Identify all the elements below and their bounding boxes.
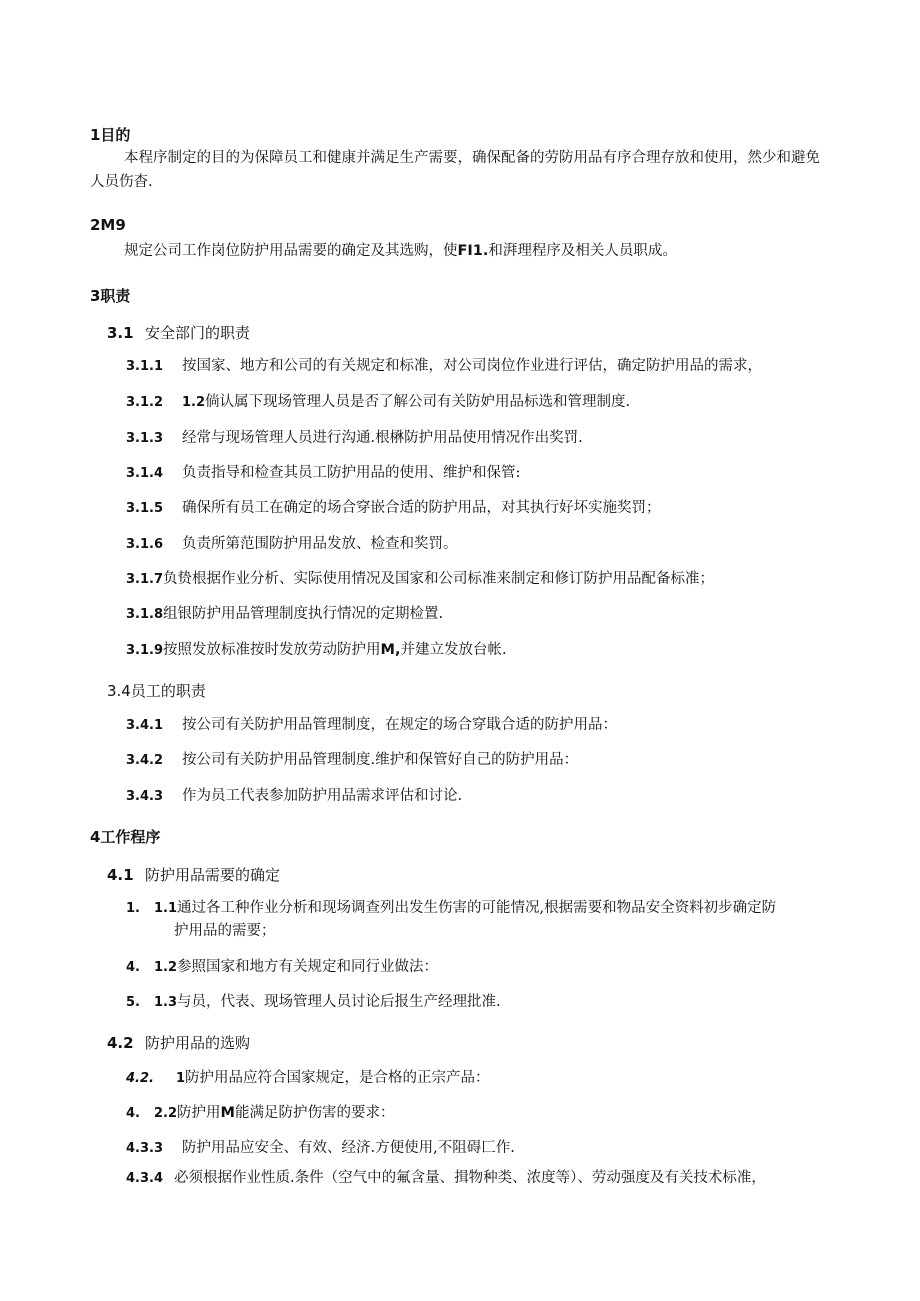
list-item — [126, 713, 826, 734]
item-text: 组银防护用品管理制度执行情况的定期检置. — [163, 606, 444, 622]
list-item — [126, 496, 826, 517]
subsection-number: 3.1 — [107, 324, 134, 342]
item-text: 经常与现场管理人员进行沟通.根楙防护用品使用情况作出奖罚. — [182, 430, 583, 446]
subsection-label: 安全部门的职责 — [145, 324, 251, 342]
section-2-text-post: 和湃理程序及相关人员职成。 — [488, 243, 677, 259]
item-number: 4. — [126, 1106, 140, 1121]
list-item-continuation: 护用品的需要； — [174, 923, 276, 939]
item-text-post: 并建立发放台帐. — [400, 642, 507, 658]
subsection-number: 4.1 — [107, 866, 134, 884]
list-item — [126, 532, 826, 553]
item-subnumber: 1.2 — [154, 960, 178, 975]
list-item — [126, 354, 826, 375]
list-item — [126, 1101, 826, 1122]
subsection-label: 防护用品的选购 — [145, 1034, 251, 1052]
item-text: 按国家、地方和公司的有关规定和标准，对公司岗位作业进行评估，确定防护用品的需求， — [182, 358, 762, 374]
item-number: 3.1.5 — [126, 501, 164, 516]
list-item — [126, 990, 826, 1011]
item-text: 参照国家和地方有关规定和同行业做法： — [177, 959, 439, 975]
item-text: 作为员工代表参加防护用品需求评估和讨论. — [182, 788, 463, 804]
list-item — [126, 1166, 826, 1187]
subsection-4-1-title — [107, 864, 280, 885]
item-subnumber: 1.2 — [182, 395, 206, 410]
item-number: 3.1.2 — [126, 395, 164, 410]
item-text-pre: 防护用 — [177, 1105, 221, 1121]
section-1-text: 本程序制定的目的为保障员工和健康并满足生产需要，确保配备的劳防用品有序合理存放和使用，然少和避免人员伤杳. — [90, 150, 820, 190]
list-item — [126, 748, 826, 769]
subsection-3-1-title — [107, 322, 250, 343]
list-item — [126, 461, 826, 482]
item-text: 防护用品应符合国家规定，是合格的正宗产品： — [185, 1070, 490, 1086]
item-subnumber: 1.3 — [154, 995, 178, 1010]
item-text: 防护用品应安全、有效、经济.方便使用,不阻碍匚作. — [182, 1140, 515, 1156]
item-number: 3.4.1 — [126, 718, 164, 733]
item-text: 按公司有关防护用品管理制度.维护和保管好自己的防护用品： — [182, 752, 579, 768]
item-text: 与员，代表、现场管理人员讨论后报生产经理批准. — [177, 994, 501, 1010]
subsection-4-2-title — [107, 1032, 250, 1053]
list-item — [126, 1136, 826, 1157]
section-1-body — [90, 146, 830, 194]
item-subnumber: 2.2 — [154, 1106, 178, 1121]
item-text-bold: M — [220, 1105, 235, 1121]
section-4-title: 4工作程序 — [90, 828, 161, 846]
item-number: 4.3.3 — [126, 1141, 164, 1156]
list-item — [126, 896, 826, 917]
item-text: 按公司有关防护用品管理制度，在规定的场合穿戢合适的防护用品： — [182, 717, 617, 733]
section-3-title: 3职责 — [90, 287, 131, 305]
item-number: 3.1.3 — [126, 431, 164, 446]
item-subnumber: 1.1 — [154, 901, 178, 916]
item-number: 3.1.4 — [126, 466, 164, 481]
list-item — [126, 955, 826, 976]
list-item — [126, 784, 826, 805]
item-text-pre: 按照发放标准按时发放劳动防护用 — [163, 642, 381, 658]
section-2-text-bold: FI1. — [457, 243, 489, 259]
item-text-bold: M, — [380, 642, 401, 658]
list-item — [126, 567, 826, 588]
item-number: 3.1.7 — [126, 572, 164, 587]
item-text-post: 能满足防护伤害的要求： — [234, 1105, 395, 1121]
subsection-label: 防护用品需要的确定 — [145, 866, 281, 884]
item-number: 3.1.9 — [126, 643, 164, 658]
item-text: 负贽根据作业分析、实际使用情况及国家和公司标准来制定和修订防护用品配备标准； — [163, 571, 715, 587]
list-item — [126, 426, 826, 447]
item-number: 5. — [126, 995, 140, 1010]
item-text: 倘认属下现场管理人员是否了解公司有关防妒用品标选和管理制度. — [205, 394, 631, 410]
section-2-text-pre: 规定公司工作岗位防护用品需要的确定及其选购，使 — [124, 243, 458, 259]
list-item — [126, 638, 826, 659]
item-number: 1. — [126, 901, 140, 916]
list-item — [126, 1066, 826, 1087]
subsection-3-4-title: 3.4员工的职责 — [107, 682, 206, 700]
list-item — [126, 602, 826, 623]
list-item — [126, 390, 826, 411]
item-number: 3.4.3 — [126, 789, 164, 804]
item-text: 负责所第范围防护用品发放、检查和奖罚。 — [182, 536, 458, 552]
item-number: 3.1.6 — [126, 537, 164, 552]
item-number: 3.1.8 — [126, 607, 164, 622]
section-2-title: 2M9 — [90, 216, 126, 234]
section-2-body — [90, 239, 830, 263]
item-number: 4.3.4 — [126, 1171, 164, 1186]
subsection-number: 4.2 — [107, 1034, 134, 1052]
item-number: 4.2. — [126, 1071, 154, 1086]
item-text: 通过各工种作业分析和现场调查列出发生伤害的可能情况,根据需要和物品安全资料初步确定防 — [177, 900, 777, 916]
item-text: 确保所有员工在确定的场合穿嵌合适的防护用品，对其执行好坏实施奖罚； — [182, 500, 661, 516]
item-subnumber: 1 — [176, 1071, 186, 1086]
item-text: 负责指导和检查其员工防护用品的使用、维护和保管: — [182, 465, 521, 481]
section-1-title: 1目的 — [90, 126, 131, 144]
item-number: 4. — [126, 960, 140, 975]
item-number: 3.4.2 — [126, 753, 164, 768]
item-number: 3.1.1 — [126, 359, 164, 374]
item-text: 必须根据作业性质.条件（空气中的氟含量、揖物种类、浓度等）、劳动强度及有关技术标准， — [174, 1170, 766, 1186]
